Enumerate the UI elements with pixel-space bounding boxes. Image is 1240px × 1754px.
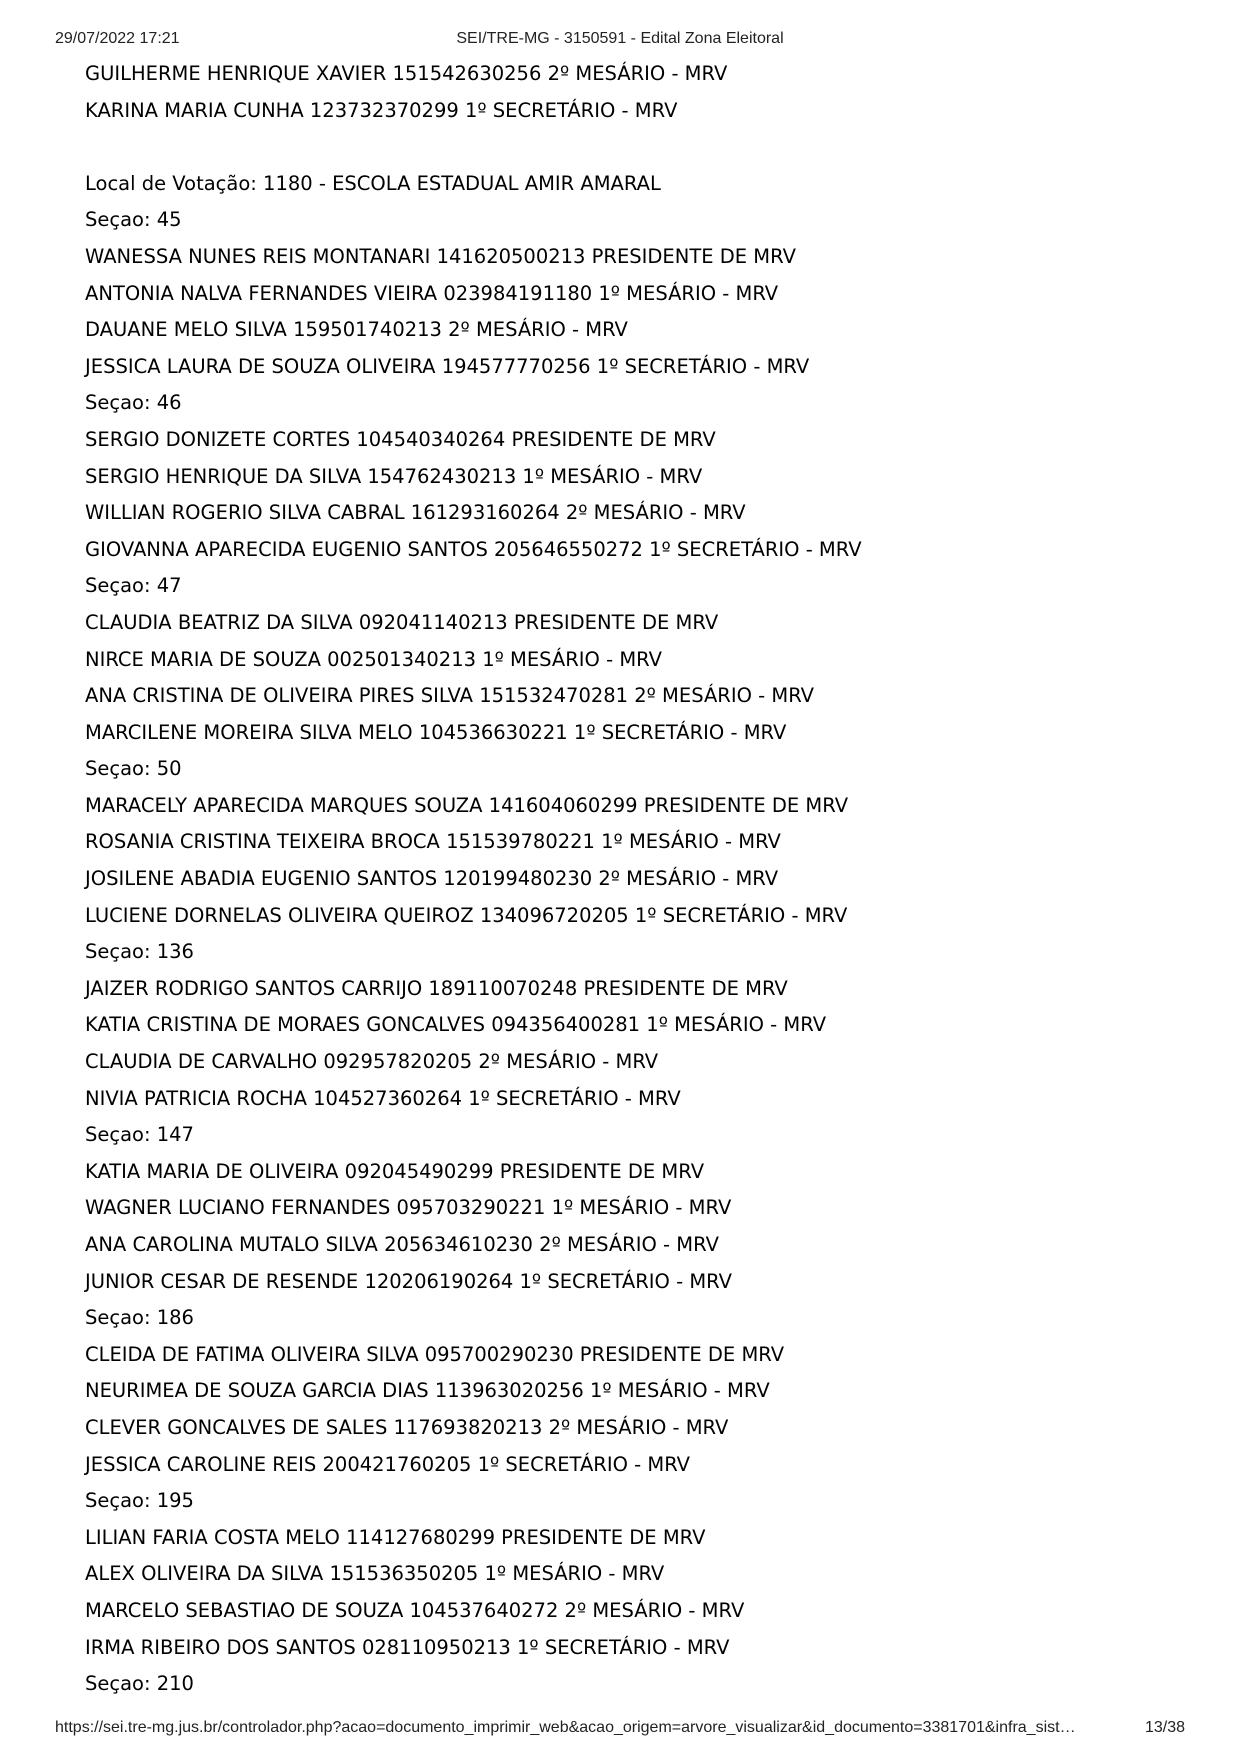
member-entry: CLAUDIA BEATRIZ DA SILVA 092041140213 PRESIDENTE DE MRV (85, 610, 719, 634)
section-heading: Seçao: 186 (85, 1306, 194, 1330)
member-entry: LUCIENE DORNELAS OLIVEIRA QUEIROZ 134096720205 1º SECRETÁRIO - MRV (85, 903, 848, 927)
member-entry: NEURIMEA DE SOUZA GARCIA DIAS 113963020256 1º MESÁRIO - MRV (85, 1379, 770, 1403)
member-entry: IRMA RIBEIRO DOS SANTOS 028110950213 1º SECRETÁRIO - MRV (85, 1635, 730, 1659)
member-entry: ALEX OLIVEIRA DA SILVA 151536350205 1º MESÁRIO - MRV (85, 1562, 665, 1586)
member-entry: GUILHERME HENRIQUE XAVIER 151542630256 2º MESÁRIO - MRV (85, 62, 728, 85)
polling-place-heading: Local de Votação: 1180 - ESCOLA ESTADUAL AMIR AMARAL (85, 171, 661, 195)
page-number: 13/38 (1144, 1719, 1185, 1736)
member-entry: SERGIO DONIZETE CORTES 104540340264 PRESIDENTE DE MRV (85, 427, 716, 451)
section-heading: Seçao: 136 (85, 940, 194, 964)
member-entry: CLAUDIA DE CARVALHO 092957820205 2º MESÁRIO - MRV (85, 1050, 659, 1074)
member-entry: WILLIAN ROGERIO SILVA CABRAL 161293160264 2º MESÁRIO - MRV (85, 501, 746, 525)
member-entry: LILIAN FARIA COSTA MELO 114127680299 PRESIDENTE DE MRV (85, 1525, 706, 1549)
section-heading: Seçao: 46 (85, 391, 182, 415)
member-entry: JESSICA LAURA DE SOUZA OLIVEIRA 194577770256 1º SECRETÁRIO - MRV (85, 354, 810, 378)
document-title: SEI/TRE-MG - 3150591 - Edital Zona Eleitoral (456, 30, 784, 47)
member-entry: WANESSA NUNES REIS MONTANARI 141620500213 PRESIDENTE DE MRV (85, 244, 796, 268)
member-entry: MARCELO SEBASTIAO DE SOUZA 104537640272 2º MESÁRIO - MRV (85, 1598, 745, 1622)
member-entry: JAIZER RODRIGO SANTOS CARRIJO 189110070248 PRESIDENTE DE MRV (85, 976, 788, 1000)
member-entry: MARACELY APARECIDA MARQUES SOUZA 141604060299 PRESIDENTE DE MRV (85, 793, 849, 817)
member-entry: ANTONIA NALVA FERNANDES VIEIRA 023984191180 1º MESÁRIO - MRV (85, 281, 779, 305)
member-entry: KATIA CRISTINA DE MORAES GONCALVES 094356400281 1º MESÁRIO - MRV (85, 1013, 827, 1037)
member-entry: CLEIDA DE FATIMA OLIVEIRA SILVA 095700290230 PRESIDENTE DE MRV (85, 1342, 785, 1366)
member-entry: JESSICA CAROLINE REIS 200421760205 1º SECRETÁRIO - MRV (85, 1452, 691, 1476)
member-entry: SERGIO HENRIQUE DA SILVA 154762430213 1º MESÁRIO - MRV (85, 464, 703, 488)
member-entry: CLEVER GONCALVES DE SALES 117693820213 2º MESÁRIO - MRV (85, 1415, 729, 1439)
member-entry: MARCILENE MOREIRA SILVA MELO 104536630221 1º SECRETÁRIO - MRV (85, 720, 787, 744)
print-datetime: 29/07/2022 17:21 (55, 30, 180, 47)
member-entry: DAUANE MELO SILVA 159501740213 2º MESÁRIO - MRV (85, 318, 628, 342)
member-entry: JUNIOR CESAR DE RESENDE 120206190264 1º SECRETÁRIO - MRV (85, 1269, 732, 1293)
print-footer (0, 1719, 1240, 1741)
blank-line (85, 129, 1185, 166)
section-heading: Seçao: 47 (85, 574, 182, 598)
section-heading: Seçao: 50 (85, 757, 182, 781)
member-entry: ANA CRISTINA DE OLIVEIRA PIRES SILVA 151532470281 2º MESÁRIO - MRV (85, 684, 815, 708)
member-entry: KATIA MARIA DE OLIVEIRA 092045490299 PRESIDENTE DE MRV (85, 1159, 705, 1183)
member-entry: GIOVANNA APARECIDA EUGENIO SANTOS 205646550272 1º SECRETÁRIO - MRV (85, 537, 862, 561)
member-entry: KARINA MARIA CUNHA 123732370299 1º SECRETÁRIO - MRV (85, 98, 678, 122)
member-entry: WAGNER LUCIANO FERNANDES 095703290221 1º MESÁRIO - MRV (85, 1196, 732, 1220)
member-entry: NIVIA PATRICIA ROCHA 104527360264 1º SECRETÁRIO - MRV (85, 1086, 681, 1110)
section-heading: Seçao: 45 (85, 208, 182, 232)
member-entry: ANA CAROLINA MUTALO SILVA 205634610230 2º MESÁRIO - MRV (85, 1233, 719, 1256)
print-header (0, 30, 1240, 52)
member-entry: NIRCE MARIA DE SOUZA 002501340213 1º MESÁRIO - MRV (85, 647, 662, 671)
section-heading: Seçao: 147 (85, 1123, 194, 1147)
document-url[interactable]: https://sei.tre-mg.jus.br/controlador.php?acao=documento_imprimir_web&acao_origem=arvore_visualizar&id_documento=3381701&infra_sist… (55, 1719, 1076, 1736)
section-heading: Seçao: 210 (85, 1672, 194, 1696)
document-body (85, 56, 1185, 1703)
member-entry: JOSILENE ABADIA EUGENIO SANTOS 120199480230 2º MESÁRIO - MRV (85, 867, 779, 891)
member-entry: ROSANIA CRISTINA TEIXEIRA BROCA 151539780221 1º MESÁRIO - MRV (85, 830, 781, 854)
section-heading: Seçao: 195 (85, 1489, 194, 1513)
